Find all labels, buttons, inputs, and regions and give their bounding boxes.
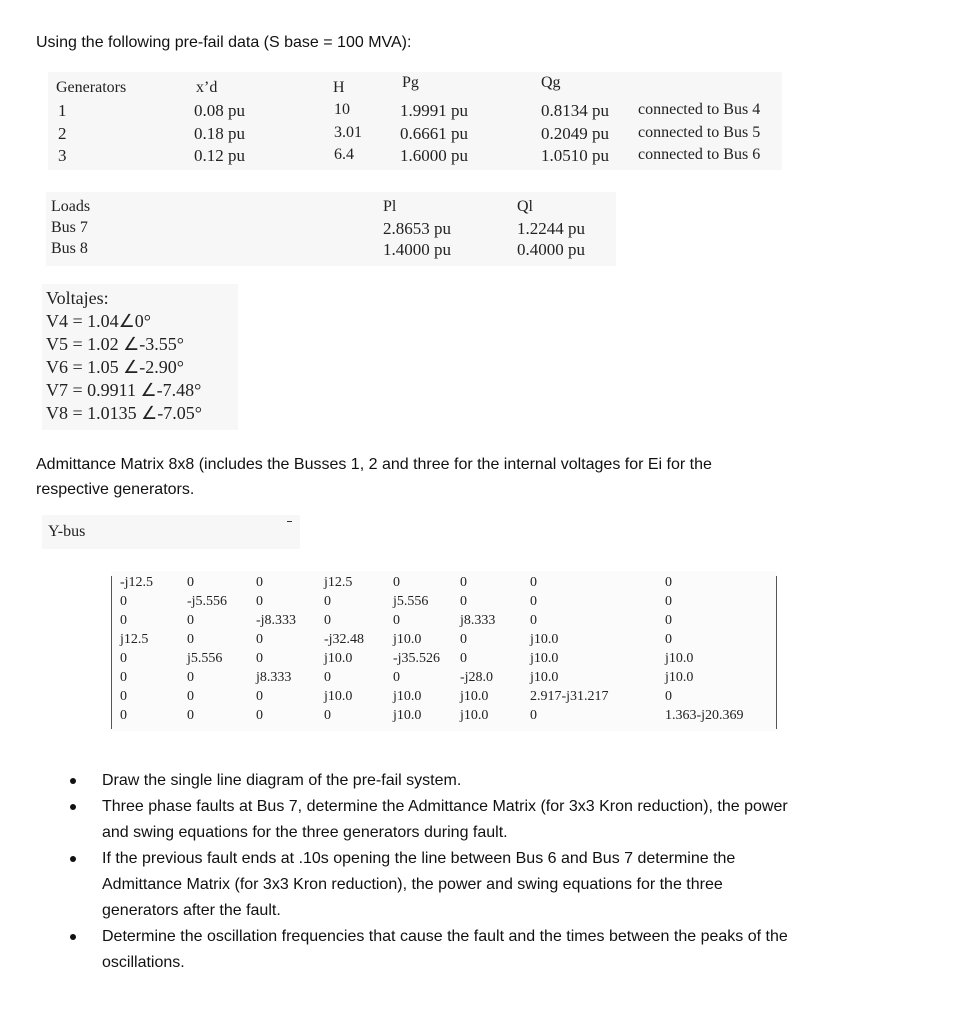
matrix-cell-r4-c1: j12.5 (120, 632, 149, 647)
matrix-cell-r1-c8: 0 (665, 575, 672, 590)
gen-row-1-pg: 1.9991 pu (400, 101, 468, 120)
matrix-cell-r1-c2: 0 (187, 575, 194, 590)
matrix-cell-r2-c7: 0 (530, 594, 537, 609)
pg-header: Pg (402, 74, 419, 91)
matrix-cell-r7-c4: j10.0 (324, 689, 353, 704)
intro-text: Using the following pre-fail data (S base = 100 MVA): (36, 34, 412, 51)
matrix-cell-r4-c8: 0 (665, 632, 672, 647)
pl-header: Pl (383, 198, 397, 215)
matrix-cell-r8-c3: 0 (256, 708, 263, 723)
matrix-right-bracket (776, 576, 777, 729)
matrix-cell-r5-c4: j10.0 (324, 651, 353, 666)
matrix-cell-r8-c1: 0 (120, 708, 127, 723)
matrix-cell-r6-c3: j8.333 (256, 670, 292, 685)
bullet-icon (70, 778, 76, 784)
matrix-cell-r2-c6: 0 (460, 594, 467, 609)
matrix-cell-r1-c5: 0 (393, 575, 400, 590)
gen-row-2-h: 3.01 (334, 124, 362, 141)
matrix-cell-r7-c5: j10.0 (393, 689, 422, 704)
question-text: Determine the oscillation frequencies that cause the fault and the times between the peaks of the oscillations. (102, 928, 788, 971)
matrix-cell-r4-c2: 0 (187, 632, 194, 647)
question-list (60, 768, 800, 976)
question-text: Three phase faults at Bus 7, determine the Admittance Matrix (for 3x3 Kron reduction), the power and swing equations for the three generators during fault. (102, 798, 788, 841)
matrix-cell-r6-c4: 0 (324, 670, 331, 685)
bullet-icon (70, 804, 76, 810)
admittance-description-line2: respective generators. (36, 481, 195, 498)
gen-row-1-h: 10 (334, 101, 350, 118)
voltage-v6: V6 = 1.05 ∠-2.90° (46, 357, 184, 377)
voltage-v5: V5 = 1.02 ∠-3.55° (46, 334, 184, 354)
voltages-title: Voltajes: (46, 288, 109, 308)
matrix-cell-r1-c4: j12.5 (324, 575, 353, 590)
matrix-cell-r1-c3: 0 (256, 575, 263, 590)
matrix-cell-r3-c2: 0 (187, 613, 194, 628)
loads-header: Loads (51, 198, 91, 215)
matrix-cell-r2-c2: -j5.556 (187, 594, 228, 609)
matrix-cell-r1-c6: 0 (460, 575, 467, 590)
matrix-cell-r8-c8: 1.363-j20.369 (665, 708, 744, 723)
matrix-cell-r7-c6: j10.0 (460, 689, 489, 704)
voltage-v4: V4 = 1.04∠0° (46, 311, 151, 331)
matrix-cell-r3-c4: 0 (324, 613, 331, 628)
xd-header: x’d (196, 79, 218, 96)
matrix-cell-r6-c7: j10.0 (530, 670, 559, 685)
voltage-v8: V8 = 1.0135 ∠-7.05° (46, 403, 202, 423)
matrix-cell-r8-c5: j10.0 (393, 708, 422, 723)
matrix-cell-r5-c2: j5.556 (187, 651, 223, 666)
matrix-cell-r7-c7: 2.917-j31.217 (530, 689, 609, 704)
matrix-cell-r8-c6: j10.0 (460, 708, 489, 723)
load-row-1-ql: 1.2244 pu (517, 219, 585, 238)
matrix-cell-r6-c1: 0 (120, 670, 127, 685)
question-item (60, 924, 800, 976)
matrix-cell-r3-c3: -j8.333 (256, 613, 297, 628)
matrix-cell-r4-c3: 0 (256, 632, 263, 647)
gen-row-3-conn: connected to Bus 6 (638, 146, 761, 163)
ql-header: Ql (517, 198, 533, 215)
gen-row-3-xd: 0.12 pu (194, 146, 245, 165)
matrix-cell-r5-c8: j10.0 (665, 651, 694, 666)
matrix-cell-r5-c6: 0 (460, 651, 467, 666)
load-row-2-pl: 1.4000 pu (383, 240, 451, 259)
ybus-label-box (42, 515, 300, 549)
matrix-cell-r3-c1: 0 (120, 613, 127, 628)
generators-header: Generators (56, 79, 127, 96)
question-item (60, 846, 800, 924)
matrix-cell-r2-c3: 0 (256, 594, 263, 609)
matrix-cell-r7-c1: 0 (120, 689, 127, 704)
matrix-cell-r1-c1: -j12.5 (120, 575, 154, 590)
matrix-cell-r7-c3: 0 (256, 689, 263, 704)
gen-row-3-h: 6.4 (334, 146, 354, 163)
gen-row-3-pg: 1.6000 pu (400, 146, 468, 165)
gen-row-2-pg: 0.6661 pu (400, 124, 468, 143)
matrix-cell-r6-c5: 0 (393, 670, 400, 685)
ybus-label: Y-bus (48, 523, 86, 540)
matrix-cell-r4-c6: 0 (460, 632, 467, 647)
load-row-1-pl: 2.8653 pu (383, 219, 451, 238)
matrix-left-bracket (111, 576, 112, 729)
matrix-cell-r4-c4: -j32.48 (324, 632, 365, 647)
generators-table (48, 72, 782, 170)
matrix-cell-r4-c5: j10.0 (393, 632, 422, 647)
gen-row-1-xd: 0.08 pu (194, 101, 245, 120)
matrix-cell-r8-c7: 0 (530, 708, 537, 723)
question-text: Draw the single line diagram of the pre-fail system. (102, 772, 462, 789)
matrix-cell-r8-c2: 0 (187, 708, 194, 723)
h-header: H (333, 79, 345, 96)
small-dash-mark (287, 521, 292, 522)
matrix-cell-r2-c5: j5.556 (393, 594, 429, 609)
gen-row-2-id: 2 (58, 124, 67, 143)
gen-row-2-qg: 0.2049 pu (541, 124, 609, 143)
bullet-icon (70, 934, 76, 940)
question-text: If the previous fault ends at .10s opening the line between Bus 6 and Bus 7 determine the Admittance Matrix (for 3x3 Kron reduction), the power and swing equations for the three generators after the fault. (102, 850, 736, 919)
matrix-cell-r5-c5: -j35.526 (393, 651, 441, 666)
loads-table (46, 192, 616, 266)
matrix-cell-r3-c8: 0 (665, 613, 672, 628)
matrix-cell-r6-c6: -j28.0 (460, 670, 494, 685)
load-row-1-bus: Bus 7 (51, 219, 88, 236)
voltages-block (42, 284, 238, 430)
matrix-cell-r5-c7: j10.0 (530, 651, 559, 666)
gen-row-3-qg: 1.0510 pu (541, 146, 609, 165)
admittance-description-line1: Admittance Matrix 8x8 (includes the Busses 1, 2 and three for the internal voltages for Ei for the (36, 456, 712, 473)
matrix-cell-r1-c7: 0 (530, 575, 537, 590)
matrix-cell-r7-c2: 0 (187, 689, 194, 704)
matrix-cell-r6-c8: j10.0 (665, 670, 694, 685)
matrix-cell-r3-c7: 0 (530, 613, 537, 628)
question-item (60, 794, 800, 846)
matrix-cell-r3-c6: j8.333 (460, 613, 496, 628)
matrix-cell-r2-c1: 0 (120, 594, 127, 609)
gen-row-1-qg: 0.8134 pu (541, 101, 609, 120)
matrix-cell-r5-c1: 0 (120, 651, 127, 666)
gen-row-2-conn: connected to Bus 5 (638, 124, 761, 141)
matrix-cell-r7-c8: 0 (665, 689, 672, 704)
qg-header: Qg (541, 74, 561, 91)
bullet-icon (70, 856, 76, 862)
question-item (60, 768, 800, 794)
matrix-cell-r8-c4: 0 (324, 708, 331, 723)
matrix-cell-r6-c2: 0 (187, 670, 194, 685)
gen-row-1-conn: connected to Bus 4 (638, 101, 761, 118)
voltage-v7: V7 = 0.9911 ∠-7.48° (46, 380, 202, 400)
matrix-cell-r2-c8: 0 (665, 594, 672, 609)
gen-row-3-id: 3 (58, 146, 67, 165)
load-row-2-bus: Bus 8 (51, 240, 88, 257)
gen-row-1-id: 1 (58, 101, 67, 120)
matrix-cell-r5-c3: 0 (256, 651, 263, 666)
matrix-cell-r3-c5: 0 (393, 613, 400, 628)
load-row-2-ql: 0.4000 pu (517, 240, 585, 259)
matrix-cell-r2-c4: 0 (324, 594, 331, 609)
gen-row-2-xd: 0.18 pu (194, 124, 245, 143)
matrix-cell-r4-c7: j10.0 (530, 632, 559, 647)
